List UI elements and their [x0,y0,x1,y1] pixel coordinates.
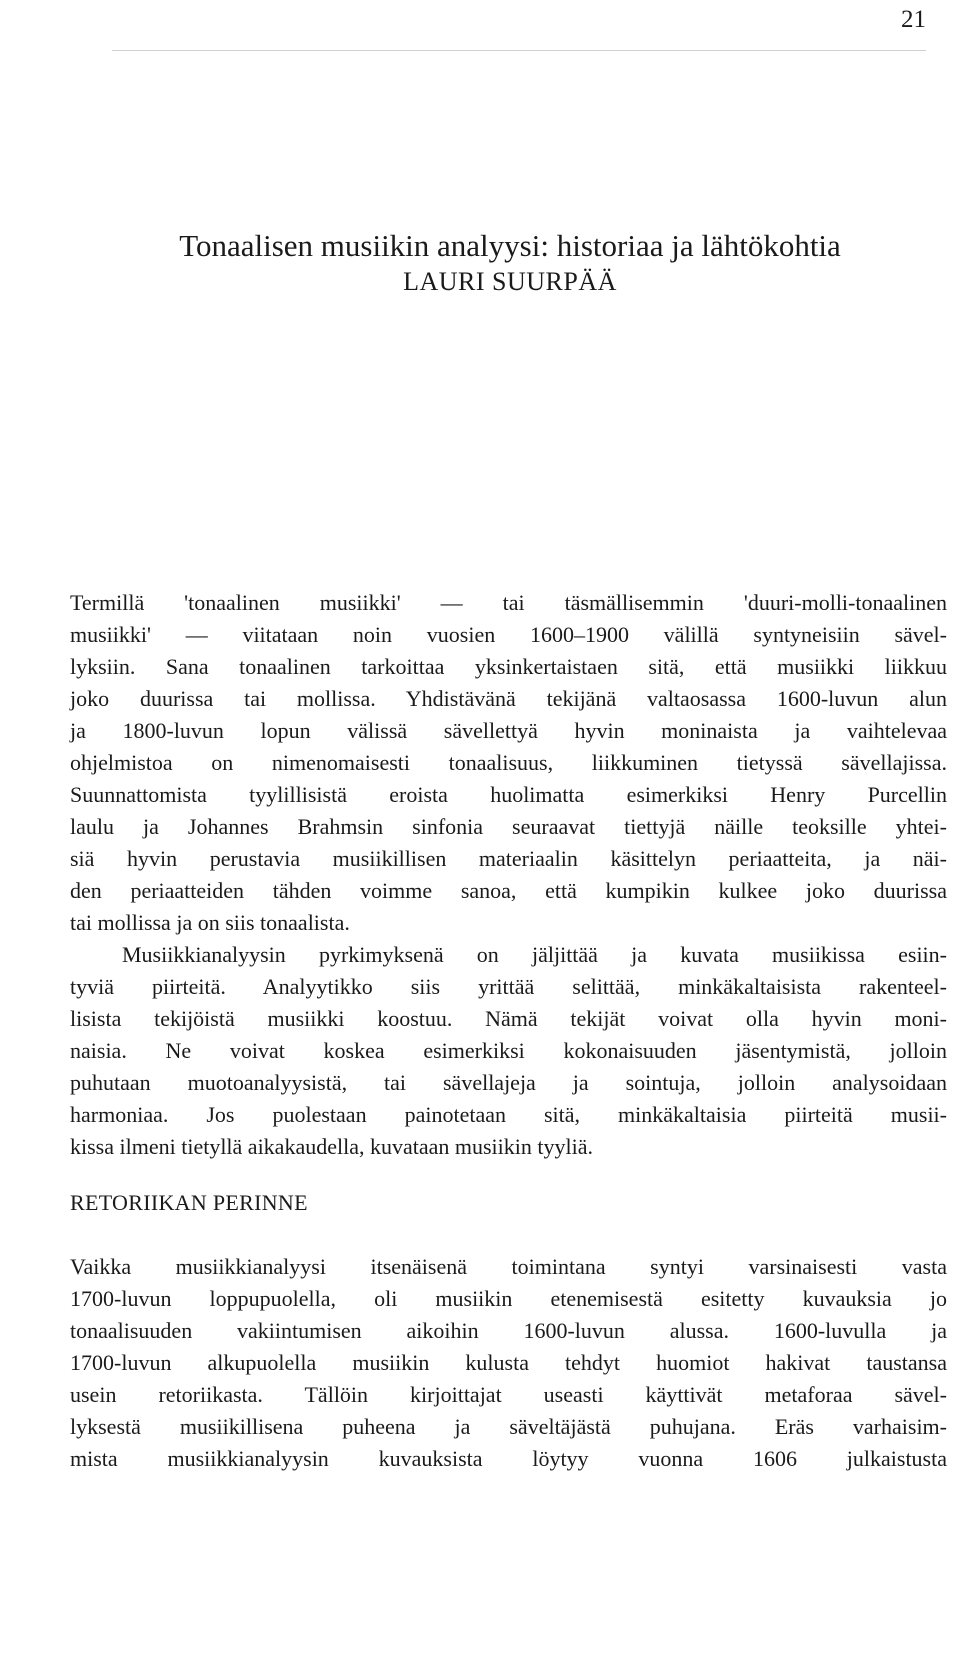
body-line: lisista tekijöistä musiikki koostuu. Nämä tekijät voivat olla hyvin moni- [70,1006,947,1031]
body-line: harmoniaa. Jos puolestaan painotetaan sitä, minkäkaltaisia piirteitä musii- [70,1102,947,1127]
body-line: 1700-luvun loppupuolella, oli musiikin etenemisestä esitetty kuvauksia jo [70,1286,947,1311]
body-line: ja 1800-luvun lopun välissä sävellettyä hyvin moninaista ja vaihtelevaa [70,718,947,743]
header-rule [112,50,926,51]
body-line: usein retoriikasta. Tällöin kirjoittajat useasti käyttivät metaforaa sävel- [70,1382,947,1407]
body-line: tonaalisuuden vakiintumisen aikoihin 1600-luvun alussa. 1600-luvulla ja [70,1318,947,1343]
body-line: lyksestä musiikillisena puheena ja säveltäjästä puhujana. Eräs varhaisim- [70,1414,947,1439]
body-line: laulu ja Johannes Brahmsin sinfonia seuraavat tiettyjä näille teoksille yhtei- [70,814,947,839]
body-line: Termillä 'tonaalinen musiikki' — tai täsmällisemmin 'duuri-molli-tonaalinen [70,590,947,615]
body-line: mista musiikkianalyysin kuvauksista löytyy vuonna 1606 julkaistusta [70,1446,947,1471]
body-line: 1700-luvun alkupuolella musiikin kulusta tehdyt huomiot hakivat taustansa [70,1350,947,1375]
body-line: musiikki' — viitataan noin vuosien 1600–1900 välillä syntyneisiin sävel- [70,622,947,647]
body-line: ohjelmistoa on nimenomaisesti tonaalisuus, liikkuminen tietyssä sävellajissa. [70,750,947,775]
body-line: puhutaan muotoanalyysistä, tai sävellajeja ja sointuja, jolloin analysoidaan [70,1070,947,1095]
body-line: kissa ilmeni tietyllä aikakaudella, kuvataan musiikin tyyliä. [70,1134,593,1159]
body-line: Suunnattomista tyylillisistä eroista huolimatta esimerkiksi Henry Purcellin [70,782,947,807]
section-heading: RETORIIKAN PERINNE [70,1190,308,1215]
body-line: den periaatteiden tähden voimme sanoa, että kumpikin kulkee joko duurissa [70,878,947,903]
page-number: 21 [901,6,926,33]
body-line: siä hyvin perustavia musiikillisen materiaalin käsittelyn periaatteita, ja näi- [70,846,947,871]
article-title: Tonaalisen musiikin analyysi: historiaa ja lähtökohtia [179,228,841,263]
body-line: lyksiin. Sana tonaalinen tarkoittaa yksinkertaistaen sitä, että musiikki liikkuu [70,654,947,679]
body-line: Musiikkianalyysin pyrkimyksenä on jäljittää ja kuvata musiikissa esiin- [122,942,947,967]
body-line: joko duurissa tai mollissa. Yhdistävänä tekijänä valtaosassa 1600-luvun alun [70,686,947,711]
article-author: LAURI SUURPÄÄ [403,267,617,296]
title-block [0,226,960,298]
body-line: tai mollissa ja on siis tonaalista. [70,910,350,935]
body-line: naisia. Ne voivat koskea esimerkiksi kokonaisuuden jäsentymistä, jolloin [70,1038,947,1063]
body-line: tyviä piirteitä. Analyytikko siis yrittää selittää, minkäkaltaisista rakenteel- [70,974,947,999]
body-line: Vaikka musiikkianalyysi itsenäisenä toimintana syntyi varsinaisesti vasta [70,1254,947,1279]
